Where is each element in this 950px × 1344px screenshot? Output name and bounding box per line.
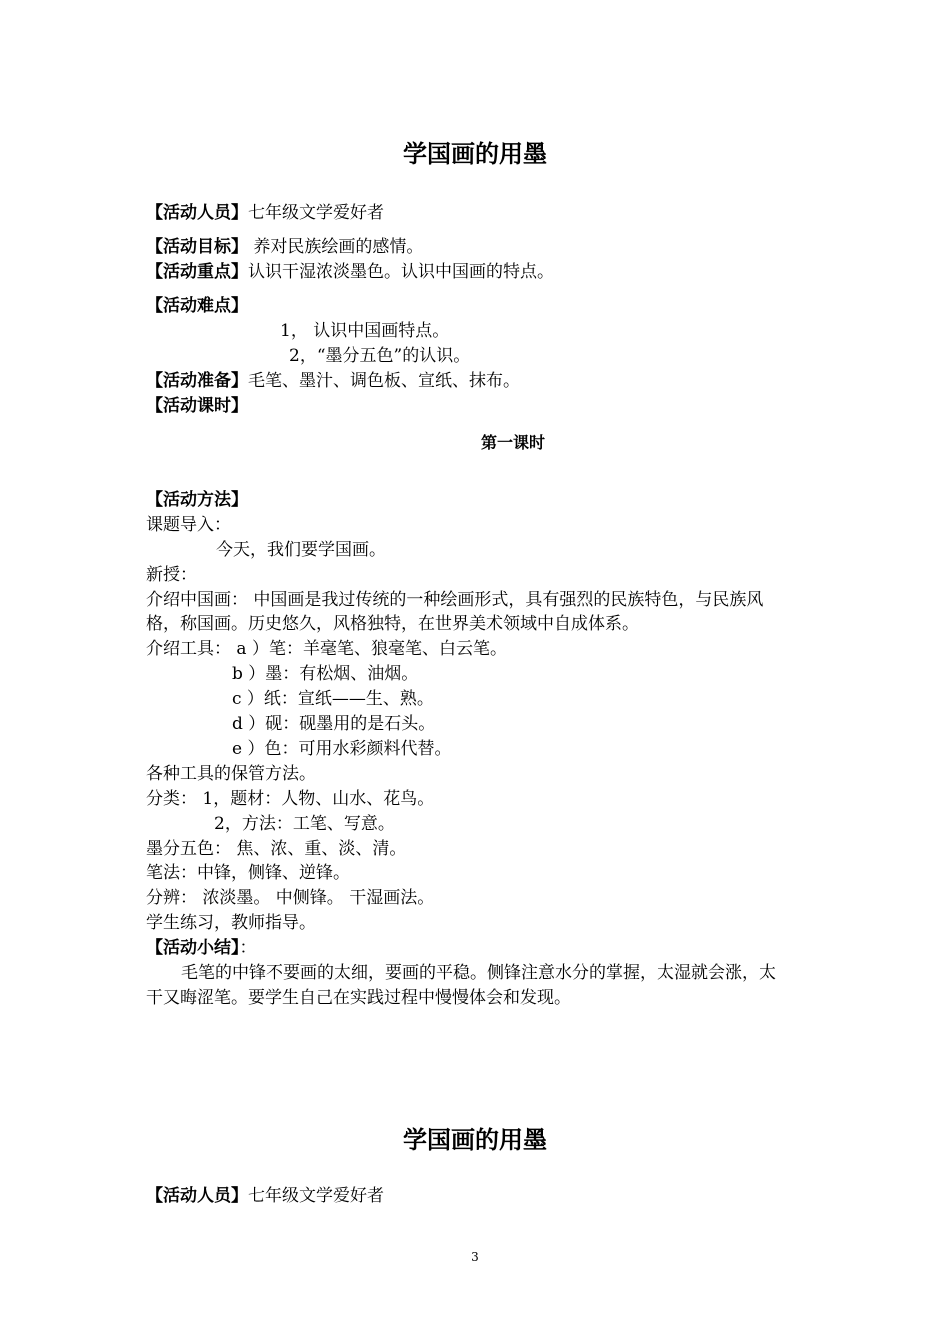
info-line-goal	[146, 237, 423, 257]
difficulty-item: 2，“墨分五色”的认识。	[289, 346, 471, 366]
info-label: 【活动目标】	[146, 237, 248, 257]
body-line: 今天，我们要学国画。	[216, 540, 386, 560]
info-text: 七年级文学爱好者	[248, 1186, 384, 1206]
summary-colon: ：	[239, 938, 257, 958]
body-line: e ）色：可用水彩颜料代替。	[232, 739, 452, 759]
summary-line: 毛笔的中锋不要画的太细，要画的平稳。侧锋注意水分的掌握，太湿就会涨，太	[181, 963, 776, 983]
info-text: 认识干湿浓淡墨色。认识中国画的特点。	[248, 262, 554, 282]
info-label: 【活动课时】	[146, 396, 248, 416]
body-line: 介绍工具： a ）笔：羊毫笔、狼毫笔、白云笔。	[146, 639, 507, 659]
summary-line: 干又晦涩笔。要学生自己在实践过程中慢慢体会和发现。	[146, 988, 571, 1008]
body-line: 课题导入：	[146, 515, 231, 535]
info-text: 养对民族绘画的感情。	[248, 237, 424, 257]
summary-label: 【活动小结】	[146, 938, 240, 958]
page-title: 学国画的用墨	[403, 140, 547, 168]
lesson-title: 第一课时	[481, 433, 546, 452]
body-line: c ）纸：宣纸——生、熟。	[232, 689, 434, 709]
body-line: 学生练习，教师指导。	[146, 913, 316, 933]
body-line: 介绍中国画： 中国画是我过传统的一种绘画形式，具有强烈的民族特色，与民族风	[146, 590, 764, 610]
body-line: b ）墨：有松烟、油烟。	[232, 664, 419, 684]
info-text: 七年级文学爱好者	[248, 203, 384, 223]
info-text: 毛笔、墨汁、调色板、宣纸、抹布。	[248, 371, 520, 391]
method-label: 【活动方法】	[146, 490, 248, 510]
info-label: 【活动人员】	[146, 1186, 248, 1206]
page-number: 3	[471, 1250, 479, 1264]
body-line: 分辨： 浓淡墨。 中侧锋。 干湿画法。	[146, 888, 435, 908]
info-label: 【活动人员】	[146, 203, 248, 223]
body-line: 格，称国画。历史悠久，风格独特，在世界美术领域中自成体系。	[146, 614, 639, 634]
info-line-prep	[146, 371, 520, 391]
body-line: 分类： 1，题材：人物、山水、花鸟。	[146, 789, 435, 809]
info-line-hours	[146, 396, 248, 416]
page-title-2: 学国画的用墨	[403, 1126, 547, 1154]
info-line-personnel-2	[146, 1186, 384, 1206]
body-line: 新授：	[146, 565, 197, 585]
difficulty-item: 1， 认识中国画特点。	[280, 321, 450, 341]
body-line: 各种工具的保管方法。	[146, 764, 316, 784]
info-line-focus	[146, 262, 554, 282]
summary-heading	[146, 938, 257, 958]
info-label: 【活动准备】	[146, 371, 248, 391]
body-line: 笔法：中锋，侧锋、逆锋。	[146, 863, 350, 883]
body-line: 墨分五色： 焦、浓、重、淡、清。	[146, 839, 407, 859]
info-line-personnel	[146, 203, 384, 223]
info-label: 【活动重点】	[146, 262, 248, 282]
info-label: 【活动难点】	[146, 296, 248, 316]
body-line: 2，方法：工笔、写意。	[214, 814, 395, 834]
info-line-difficulty	[146, 296, 248, 316]
body-line: d ）砚：砚墨用的是石头。	[232, 714, 436, 734]
